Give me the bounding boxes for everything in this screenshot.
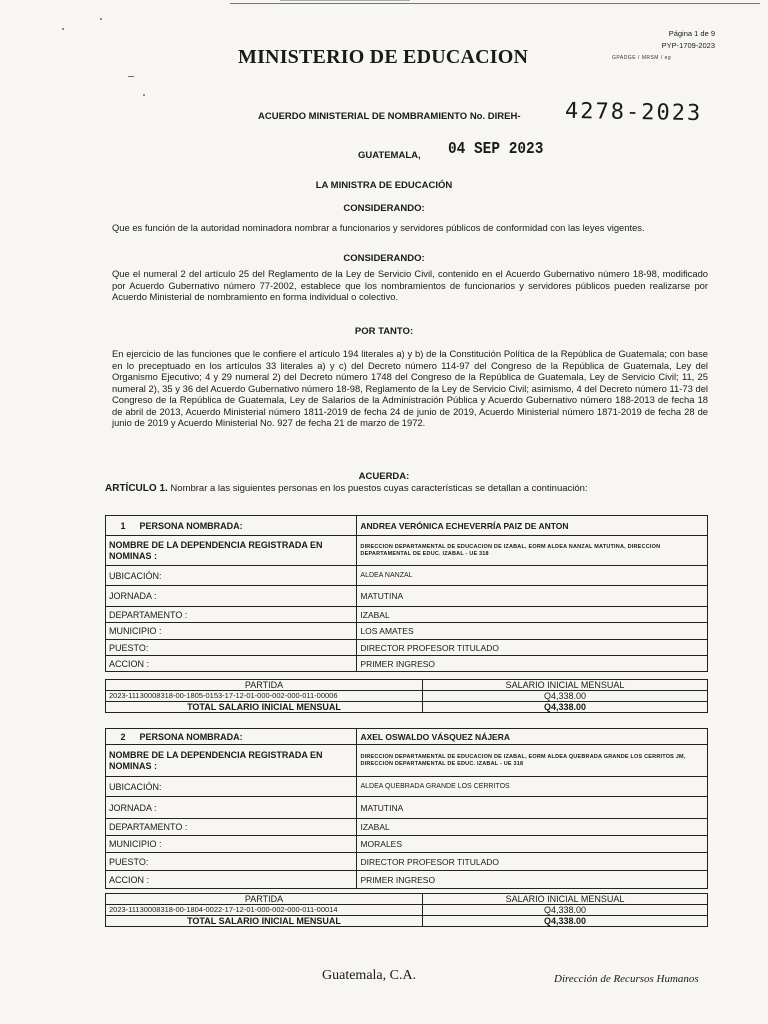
table-row xyxy=(106,607,708,623)
scan-top-rule xyxy=(230,3,760,4)
municipio-value: MORALES xyxy=(357,836,708,853)
puesto-label: PUESTO: xyxy=(106,640,357,656)
considerando-1-text xyxy=(112,222,708,234)
table-row xyxy=(106,702,708,713)
municipio-label: MUNICIPIO : xyxy=(106,836,357,853)
total-label: TOTAL SALARIO INICIAL MENSUAL xyxy=(106,916,423,927)
por-tanto-title: POR TANTO: xyxy=(354,326,414,337)
jornada-value: MATUTINA xyxy=(357,797,708,819)
dependencia-label: NOMBRE DE LA DEPENDENCIA REGISTRADA EN NOMINAS : xyxy=(106,536,357,566)
scan-speck xyxy=(128,76,134,77)
accion-label: ACCION : xyxy=(106,656,357,672)
acuerdo-label: ACUERDO MINISTERIAL DE NOMBRAMIENTO No. DIREH- xyxy=(258,111,521,122)
municipio-value: LOS AMATES xyxy=(357,623,708,640)
record-number: 1 xyxy=(120,520,126,531)
table-row xyxy=(106,853,708,871)
puesto-value: DIRECTOR PROFESOR TITULADO xyxy=(357,640,708,656)
articulo-label: ARTÍCULO 1. xyxy=(105,483,168,494)
table-row xyxy=(106,745,708,777)
ubicacion-value: ALDEA QUEBRADA GRANDE LOS CERRITOS xyxy=(357,777,708,797)
persona-label-cell xyxy=(106,516,357,536)
persona-value: ANDREA VERÓNICA ECHEVERRÍA PAIZ DE ANTON xyxy=(357,516,708,536)
scan-speck xyxy=(62,28,64,30)
total-value: Q4,338.00 xyxy=(423,702,708,713)
record-table-1 xyxy=(105,515,708,672)
jornada-value: MATUTINA xyxy=(357,586,708,607)
departamento-value: IZABAL xyxy=(357,607,708,623)
accion-value: PRIMER INGRESO xyxy=(357,656,708,672)
dependencia-value: DIRECCION DEPARTAMENTAL DE EDUCACION DE IZABAL, EORM ALDEA QUEBRADA GRANDE LOS CERRITOS JM, DIRECCION DEPARTAMENTAL DE EDUC. IZABAL - UE 318 xyxy=(357,745,708,777)
table-row xyxy=(106,656,708,672)
persona-value: AXEL OSWALDO VÁSQUEZ NÁJERA xyxy=(357,729,708,745)
partida-value: 2023-11130008318-00-1805-0153-17-12-01-000-002-000-011-00006 xyxy=(106,691,423,702)
table-row xyxy=(106,905,708,916)
considerando-2-text xyxy=(112,268,708,303)
persona-label: PERSONA NOMBRADA: xyxy=(139,731,243,742)
scan-top-rule-fragment xyxy=(280,0,410,1)
table-row xyxy=(106,691,708,702)
place-label: GUATEMALA, xyxy=(358,150,421,161)
acuerdo-number: 4278-2023 xyxy=(564,98,703,127)
por-tanto-text xyxy=(112,348,708,429)
total-label: TOTAL SALARIO INICIAL MENSUAL xyxy=(106,702,423,713)
table-row xyxy=(106,916,708,927)
partida-value: 2023-11130008318-00-1804-0022-17-12-01-000-002-000-011-00014 xyxy=(106,905,423,916)
acuerda-title: ACUERDA: xyxy=(358,471,410,482)
table-row xyxy=(106,797,708,819)
table-row xyxy=(106,894,708,905)
table-row xyxy=(106,536,708,566)
salario-value: Q4,338.00 xyxy=(423,691,708,702)
page-info xyxy=(640,28,715,52)
table-row xyxy=(106,623,708,640)
por-tanto-paragraph: En ejercicio de las funciones que le confiere el artículo 194 literales a) y b) de la Constitución Política de la República de Guatemala; con base en lo preceptuado en los artículos 33 literales a) y c) del Decreto número 114-97 del Congreso de la República de Guatemala, Ley del Organismo Ejecutivo; 4 y 29 numeral 2) del Decreto número 1748 del Congreso de la República de Guatemala, Ley de Servicio Civil; 11, 25 numeral 2), 35 y 36 del Acuerdo Gubernativo número 18-98, Reglamento de la Ley de Servicio Civil; asimismo, 4 del Decreto número 11-73 del Congreso de la República de Guatemala, Ley de Salarios de la Administración Pública y Acuerdo Gubernativo número 188-2013 de fecha 18 de abril de 2013, Acuerdo Ministerial número 1811-2019 de fecha 24 de junio de 2019, Acuerdo Ministerial número 1871-2019 de fecha 28 de junio de 2019 y Acuerdo Ministerial No. 927 de fecha 21 de marzo de 1972. xyxy=(112,348,708,428)
ubicacion-label: UBICACIÓN: xyxy=(106,566,357,586)
salary-table-1 xyxy=(105,679,708,713)
table-row xyxy=(106,836,708,853)
salario-label: SALARIO INICIAL MENSUAL xyxy=(423,680,708,691)
accion-value: PRIMER INGRESO xyxy=(357,871,708,889)
total-value: Q4,338.00 xyxy=(423,916,708,927)
scan-speck xyxy=(143,94,145,96)
persona-label-cell xyxy=(106,729,357,745)
doc-code: PYP-1709-2023 xyxy=(661,41,715,50)
dependencia-label: NOMBRE DE LA DEPENDENCIA REGISTRADA EN NOMINAS : xyxy=(106,745,357,777)
persona-label: PERSONA NOMBRADA: xyxy=(139,520,243,531)
table-row xyxy=(106,566,708,586)
authority-heading: LA MINISTRA DE EDUCACIÓN xyxy=(315,180,453,191)
articulo-text: Nombrar a las siguientes personas en los puestos cuyas características se detallan a continuación: xyxy=(170,483,588,494)
jornada-label: JORNADA : xyxy=(106,797,357,819)
table-row xyxy=(106,729,708,745)
salary-table-2 xyxy=(105,893,708,927)
articulo-1 xyxy=(105,483,705,495)
considerando-2-title: CONSIDERANDO: xyxy=(343,253,425,264)
ubicacion-value: ALDEA NANZAL xyxy=(357,566,708,586)
initials-marks: GPADGE / MRSM / eg xyxy=(612,55,672,61)
considerando-1-paragraph: Que es función de la autoridad nominadora nombrar a funcionarios y servidores públicos de conformidad con las leyes vigentes. xyxy=(112,222,645,233)
page-of: Página 1 de 9 xyxy=(668,29,715,38)
scan-speck xyxy=(100,18,102,20)
record-table-2 xyxy=(105,728,708,889)
ministry-title: MINISTERIO DE EDUCACION xyxy=(238,46,529,68)
salario-label: SALARIO INICIAL MENSUAL xyxy=(423,894,708,905)
considerando-2-paragraph: Que el numeral 2 del artículo 25 del Reglamento de la Ley de Servicio Civil, contenido en el Acuerdo Gubernativo número 18-98, modificado por Acuerdo Gubernativo número 77-2002, establece que los nombramientos de funcionarios y servidores públicos pueden realizarse por Acuerdo Ministerial de nombramiento en forma individual o colectivo. xyxy=(112,268,708,302)
table-row xyxy=(106,680,708,691)
accion-label: ACCION : xyxy=(106,871,357,889)
date-stamp: 04 SEP 2023 xyxy=(448,140,544,159)
jornada-label: JORNADA : xyxy=(106,586,357,607)
ubicacion-label: UBICACIÓN: xyxy=(106,777,357,797)
table-row xyxy=(106,819,708,836)
salario-value: Q4,338.00 xyxy=(423,905,708,916)
partida-label: PARTIDA xyxy=(106,894,423,905)
departamento-label: DEPARTAMENTO : xyxy=(106,819,357,836)
departamento-value: IZABAL xyxy=(357,819,708,836)
considerando-1-title: CONSIDERANDO: xyxy=(343,203,425,214)
record-number: 2 xyxy=(120,731,126,742)
table-row xyxy=(106,871,708,889)
table-row xyxy=(106,640,708,656)
table-row xyxy=(106,586,708,607)
footer-department: Dirección de Recursos Humanos xyxy=(554,973,699,985)
departamento-label: DEPARTAMENTO : xyxy=(106,607,357,623)
table-row xyxy=(106,516,708,536)
puesto-value: DIRECTOR PROFESOR TITULADO xyxy=(357,853,708,871)
puesto-label: PUESTO: xyxy=(106,853,357,871)
municipio-label: MUNICIPIO : xyxy=(106,623,357,640)
footer-location: Guatemala, C.A. xyxy=(322,968,417,983)
dependencia-value: DIRECCION DEPARTAMENTAL DE EDUCACION DE IZABAL, EORM ALDEA NANZAL MATUTINA, DIRECCION DEPARTAMENTAL DE EDUC. IZABAL - UE 318 xyxy=(357,536,708,566)
table-row xyxy=(106,777,708,797)
partida-label: PARTIDA xyxy=(106,680,423,691)
